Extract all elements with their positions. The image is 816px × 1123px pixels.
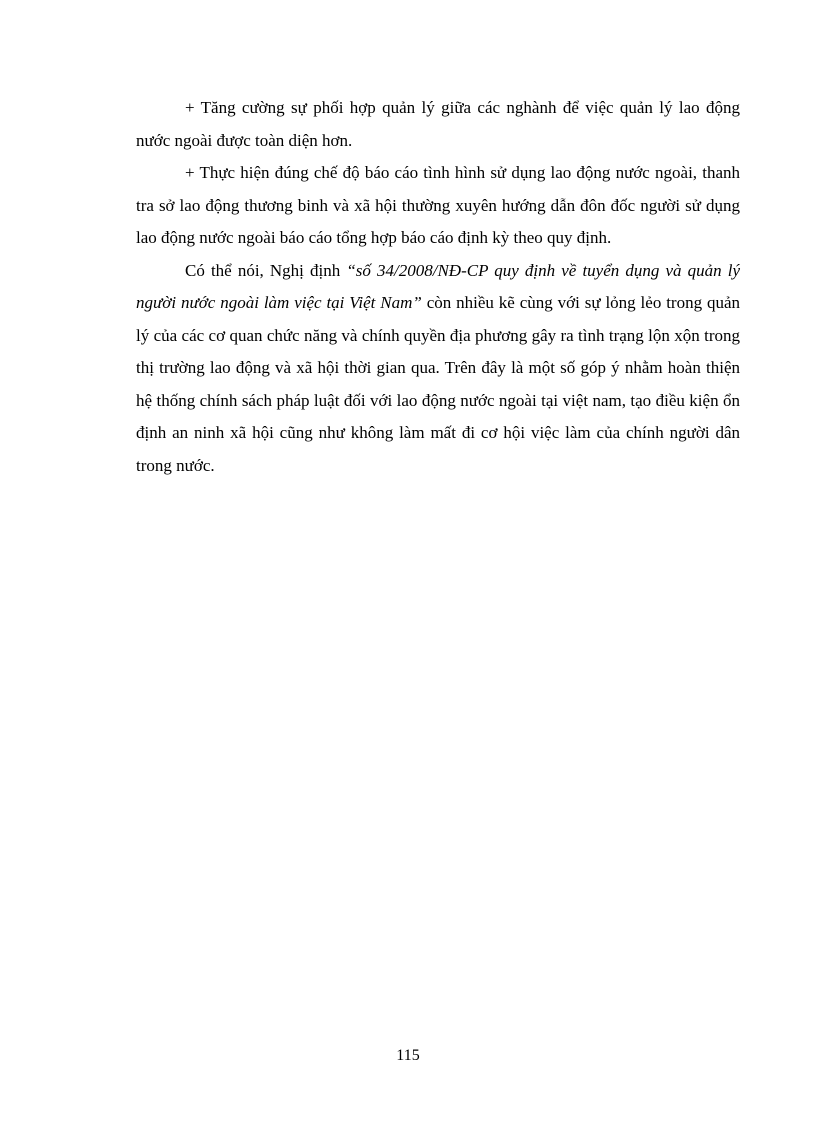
paragraph-coordination: + Tăng cường sự phối hợp quản lý giữa các nghành để việc quản lý lao động nước ngoài được toàn diện hơn. bbox=[136, 98, 740, 150]
page-number: 115 bbox=[396, 1047, 420, 1064]
decree-title: “số 34/2008/NĐ-CP quy định về tuyển dụng và quản lý người nước ngoài làm việc tại Việt Nam” bbox=[136, 260, 740, 312]
conclusion-intro: Có thể nói, Nghị định bbox=[185, 260, 347, 280]
conclusion-body: còn nhiều kẽ cùng với sự lỏng lẻo trong quản lý của các cơ quan chức năng và chính quyền địa phương gây ra tình trạng lộn xộn trong thị trường lao động và xã hội thời gian qua. Trên đây là một số góp ý nhằm hoàn thiện hệ thống chính sách pháp luật đối với lao động nước ngoài tại việt nam, tạo điều kiện ổn định an ninh xã hội cũng như không làm mất đi cơ hội việc làm của chính người dân trong nước. bbox=[136, 293, 741, 475]
paragraph-reporting: + Thực hiện đúng chế độ báo cáo tình hình sử dụng lao động nước ngoài, thanh tra sở lao động thương binh và xã hội thường xuyên hướng dẫn đôn đốc người sử dụng lao động nước ngoài báo cáo tổng hợp báo cáo định kỳ theo quy định. bbox=[136, 163, 740, 247]
body-text bbox=[136, 92, 740, 482]
paragraph-conclusion bbox=[136, 255, 740, 483]
